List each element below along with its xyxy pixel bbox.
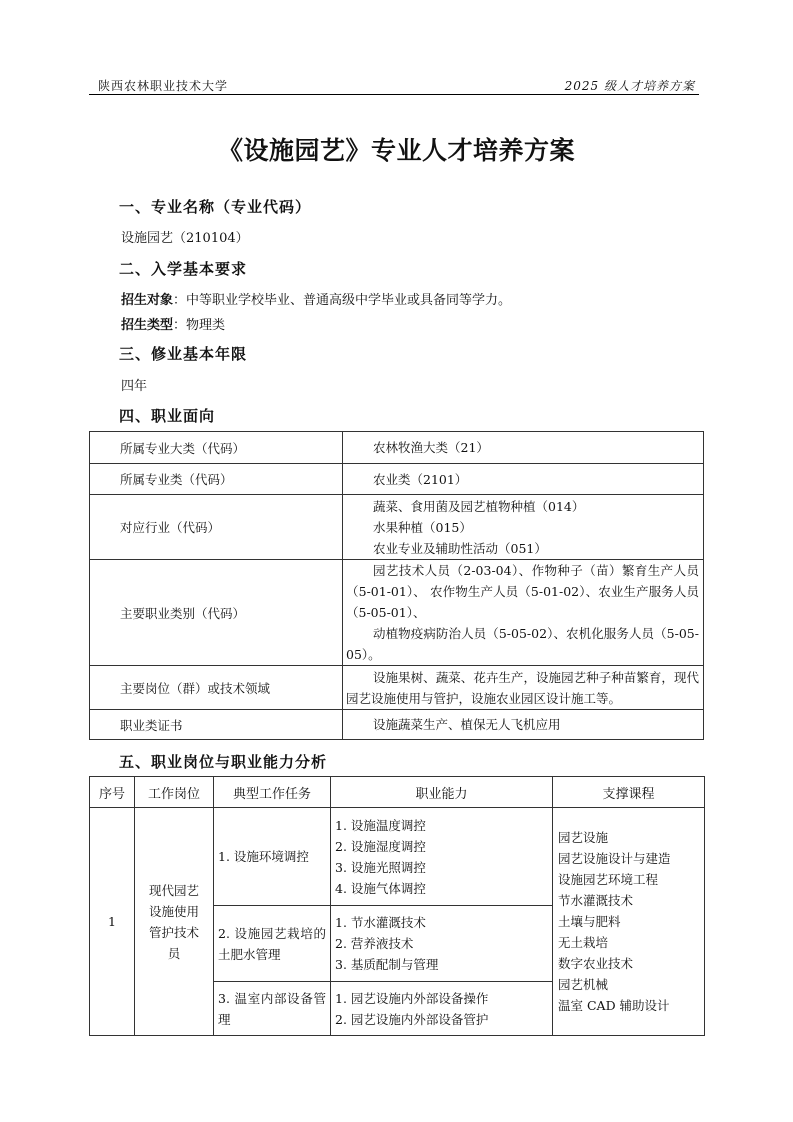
column-header: 支撑课程 [553,777,705,808]
section-heading-2: 二、入学基本要求 [119,260,248,278]
page-header [89,76,699,95]
enrollment-type-label: 招生类型 [121,318,174,333]
career-orientation-table [89,431,704,740]
course-item: 数字农业技术 [558,956,634,971]
column-header: 典型工作任务 [214,777,331,808]
occupation-para-1: 园艺技术人员（2-03-04）、作物种子（苗）繁育生产人员（5-01-01）、 农作物生产人员（5-01-02）、农业生产服务人员（5-05-01）、 [346,563,699,620]
enrollment-target-label: 招生对象 [121,293,174,308]
section-heading-4: 四、职业面向 [119,407,216,425]
course-item: 无土栽培 [558,935,609,950]
header-institution: 陕西农林职业技术大学 [98,79,229,93]
row-value: 农林牧渔大类（21） [343,432,704,464]
ability-item: 3. 设施光照调控 [335,859,426,875]
row-key: 主要职业类别（代码） [90,560,343,666]
abilities [331,906,553,982]
column-header: 工作岗位 [135,777,214,808]
position-para: 设施果树、蔬菜、花卉生产，设施园艺种子种苗繁育，现代园艺设施使用与管护，设施农业园区设计施工等。 [346,669,699,706]
enrollment-type [121,314,225,333]
row-key: 对应行业（代码） [90,495,343,560]
industry-line: 水果种植（015） [373,519,472,535]
row-value: 设施蔬菜生产、植保无人飞机应用 [343,710,704,740]
row-value [343,666,704,710]
enrollment-target-value: ：中等职业学校毕业、普通高级中学毕业或具备同等学力。 [173,293,512,308]
work-task: 2. 设施园艺栽培的土肥水管理 [214,906,331,982]
course-item: 园艺设施 [558,830,609,845]
row-value: 农业类（2101） [343,464,704,495]
row-key: 所属专业类（代码） [90,464,343,495]
section-heading-5: 五、职业岗位与职业能力分析 [119,753,328,771]
job-ability-table [89,776,705,1036]
ability-item: 1. 设施温度调控 [335,817,426,833]
row-key: 主要岗位（群）或技术领域 [90,666,343,710]
table-row [90,560,704,666]
work-task: 1. 设施环境调控 [214,808,331,906]
ability-item: 2. 营养液技术 [335,936,414,951]
column-header: 职业能力 [331,777,553,808]
course-item: 设施园艺环境工程 [558,872,659,887]
occupation-para-2: 动植物疫病防治人员（5-05-02）、农机化服务人员（5-05-05）。 [346,626,699,662]
ability-item: 1. 节水灌溉技术 [335,915,426,930]
table-row [90,808,705,906]
row-index: 1 [90,808,135,1036]
ability-item: 3. 基质配制与管理 [335,957,439,972]
section-heading-1: 一、专业名称（专业代码） [119,198,312,216]
row-key: 职业类证书 [90,710,343,740]
course-item: 温室 CAD 辅助设计 [558,998,670,1013]
industry-line: 农业专业及辅助性活动（051） [373,540,547,556]
header-doc-name: 2025 级人才培养方案 [564,79,695,93]
row-value [343,560,704,666]
ability-item: 2. 园艺设施内外部设备管护 [335,1011,489,1027]
enrollment-type-value: ：物理类 [173,318,226,333]
study-duration: 四年 [121,379,148,394]
enrollment-target [121,289,511,308]
ability-item: 4. 设施气体调控 [335,880,426,896]
ability-item: 2. 设施湿度调控 [335,838,426,854]
course-item: 节水灌溉技术 [558,893,634,908]
table-row [90,464,704,495]
course-item: 园艺机械 [558,977,609,992]
row-value [343,495,704,560]
ability-item: 1. 园艺设施内外部设备操作 [335,990,489,1006]
industry-line: 蔬菜、食用菌及园艺植物种植（014） [373,498,585,514]
abilities [331,982,553,1036]
page-title: 《设施园艺》专业人才培养方案 [217,136,575,165]
major-name-code: 设施园艺（210104） [121,231,249,246]
course-item: 园艺设施设计与建造 [558,851,671,866]
table-header-row [90,777,705,808]
course-item: 土壤与肥料 [558,914,621,929]
table-row [90,710,704,740]
column-header: 序号 [90,777,135,808]
supporting-courses [553,808,705,1036]
abilities [331,808,553,906]
table-row [90,495,704,560]
table-row [90,666,704,710]
row-key: 所属专业大类（代码） [90,432,343,464]
table-row [90,432,704,464]
section-heading-3: 三、修业基本年限 [119,345,248,363]
job-position: 现代园艺设施使用管护技术员 [135,808,214,1036]
work-task: 3. 温室内部设备管理 [214,982,331,1036]
